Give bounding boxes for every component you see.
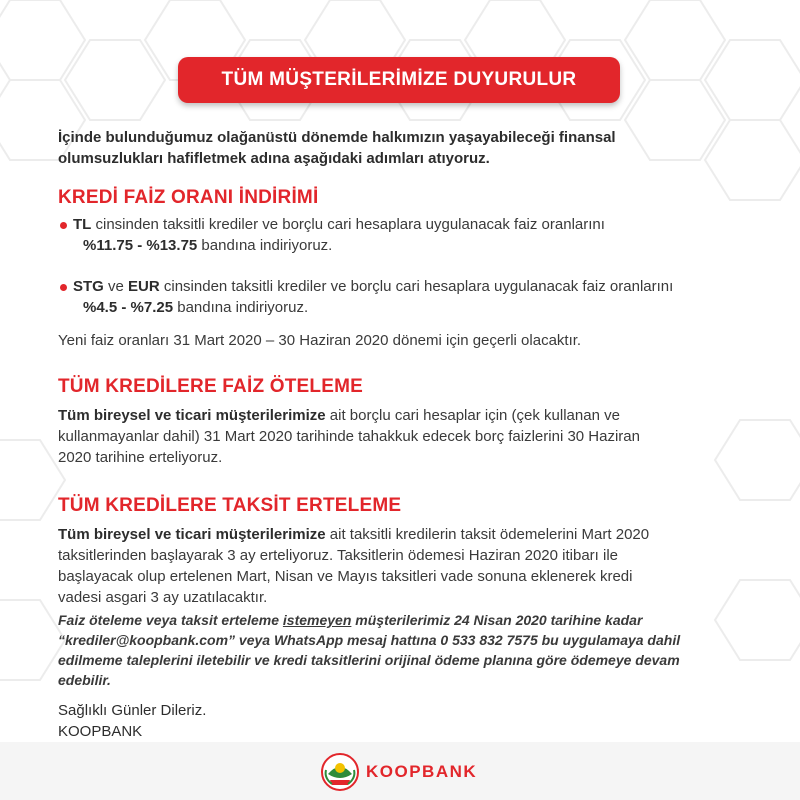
opt-out-line-3: edilmeme taleplerini iletebilir ve kredi taksitlerini orijinal ödeme planına göre ödemeye devam bbox=[58, 652, 680, 668]
currency-tl: TL bbox=[73, 216, 92, 233]
rate-cut-item-tl-line-1 bbox=[73, 214, 763, 235]
bullet-dot bbox=[60, 222, 67, 229]
koopbank-logo-text: KOOPBANK bbox=[366, 762, 478, 781]
opt-out-line-1 bbox=[58, 610, 758, 630]
closing-greeting: Sağlıklı Günler Dileriz. bbox=[58, 702, 207, 719]
interest-deferral-text bbox=[58, 405, 748, 468]
koopbank-emblem-icon bbox=[320, 752, 360, 792]
installment-deferral-line-4: vadesi asgari 3 ay uzatılacaktır. bbox=[58, 589, 268, 606]
stg-eur-rate-range: %4.5 - %7.25 bbox=[83, 299, 174, 316]
rate-cut-item-stg-eur bbox=[73, 276, 793, 318]
announcement-banner-title: TÜM MÜŞTERİLERİMİZE DUYURULUR bbox=[178, 57, 620, 103]
rate-cut-item-stg-eur-line-1 bbox=[73, 276, 793, 297]
intro-line-2: olumsuzlukları hafifletmek adına aşağıdaki adımları atıyoruz. bbox=[58, 150, 490, 167]
currency-stg: STG bbox=[73, 278, 104, 295]
all-customers-bold: Tüm bireysel ve ticari müşterilerimize bbox=[58, 526, 326, 543]
installment-deferral-line-1-rest: ait taksitli kredilerin taksit ödemelerini Mart 2020 bbox=[325, 526, 650, 543]
closing-signature bbox=[58, 700, 358, 742]
rate-cut-item-tl bbox=[73, 214, 763, 256]
opt-out-line-4: edebilir. bbox=[58, 672, 111, 688]
opt-out-line-1-a: Faiz öteleme veya taksit erteleme bbox=[58, 612, 283, 628]
installment-deferral-text bbox=[58, 524, 748, 608]
tl-rate-range: %11.75 - %13.75 bbox=[83, 237, 198, 254]
installment-deferral-line-1 bbox=[58, 524, 748, 545]
conjunction-ve: ve bbox=[103, 278, 129, 295]
section-heading-interest-rate-cut: KREDİ FAİZ ORANI İNDİRİMİ bbox=[58, 187, 319, 208]
interest-deferral-line-1-rest: ait borçlu cari hesaplar için (çek kullanan ve bbox=[325, 407, 620, 424]
bullet-dot bbox=[60, 284, 67, 291]
interest-deferral-line-1 bbox=[58, 405, 748, 426]
rate-validity-note: Yeni faiz oranları 31 Mart 2020 – 30 Haziran 2020 dönemi için geçerli olacaktır. bbox=[58, 332, 582, 349]
opt-out-line-2: “krediler@koopbank.com” veya WhatsApp mesaj hattına 0 533 832 7575 bu uygulamaya dahil bbox=[58, 632, 681, 648]
opt-out-notice bbox=[58, 610, 758, 690]
interest-deferral-line-3: 2020 tarihine erteliyoruz. bbox=[58, 449, 223, 466]
intro-line-1: İçinde bulunduğumuz olağanüstü dönemde halkımızın yaşayabileceği finansal bbox=[58, 129, 616, 146]
section-heading-installment-deferral: TÜM KREDİLERE TAKSİT ERTELEME bbox=[58, 495, 402, 516]
all-customers-bold: Tüm bireysel ve ticari müşterilerimize bbox=[58, 407, 326, 424]
section-heading-interest-deferral: TÜM KREDİLERE FAİZ ÖTELEME bbox=[58, 376, 363, 397]
rate-cut-item-stg-eur-line-2 bbox=[73, 297, 793, 318]
rate-cut-item-tl-line-2 bbox=[73, 235, 763, 256]
closing-bank-name: KOOPBANK bbox=[58, 723, 143, 740]
installment-deferral-line-3: başlayacak olup ertelenen Mart, Nisan ve Mayıs taksitleri vade sonuna eklenerek kredi bbox=[58, 568, 633, 585]
interest-deferral-line-2: kullanmayanlar dahil) 31 Mart 2020 tarihinde tahakkuk edecek borç faizlerini 30 Haziran bbox=[58, 428, 640, 445]
opt-out-line-1-b: müşterilerimiz 24 Nisan 2020 tarihine kadar bbox=[351, 612, 643, 628]
rate-cut-stg-eur-suffix: bandına indiriyoruz. bbox=[173, 299, 309, 316]
installment-deferral-line-2: taksitlerinden başlayarak 3 ay erteliyoruz. Taksitlerin ödemesi Haziran 2020 itibarı ile bbox=[58, 547, 618, 564]
currency-eur: EUR bbox=[128, 278, 160, 295]
rate-cut-stg-eur-text: cinsinden taksitli krediler ve borçlu cari hesaplara uygulanacak faiz oranlarını bbox=[159, 278, 674, 295]
rate-cut-tl-text: cinsinden taksitli krediler ve borçlu cari hesaplara uygulanacak faiz oranlarını bbox=[91, 216, 605, 233]
koopbank-logo bbox=[320, 752, 477, 792]
not-wanting-underlined: istemeyen bbox=[282, 612, 352, 628]
rate-cut-tl-suffix: bandına indiriyoruz. bbox=[197, 237, 333, 254]
intro-text bbox=[58, 127, 748, 169]
